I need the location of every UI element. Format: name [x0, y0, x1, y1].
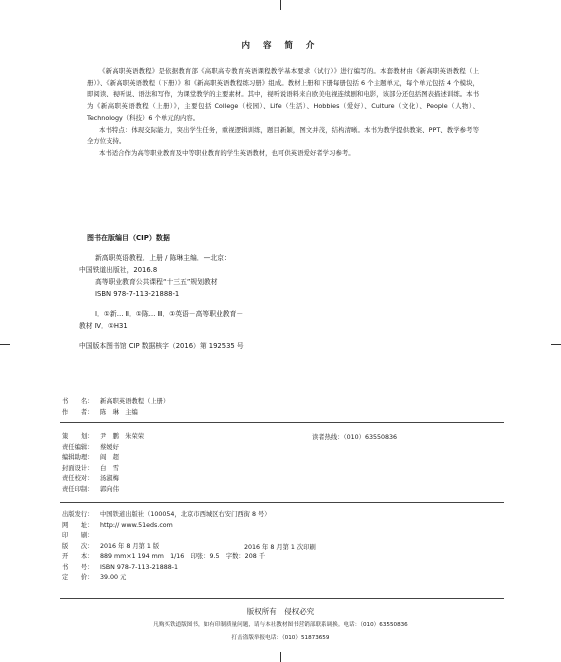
publish-row — [62, 552, 271, 563]
field-label: 版 次： — [62, 542, 94, 550]
cip-line: ISBN 978-7-113-21888-1 — [95, 290, 180, 298]
field-value: 中国铁道出版社（100054，北京市西城区右安门西街 8 号） — [100, 511, 271, 518]
crop-mark — [0, 344, 10, 345]
field-value: 白 雪 — [100, 464, 119, 472]
staff-row — [62, 443, 144, 454]
cip-line: 中国铁道出版社，2016.8 — [79, 266, 158, 274]
field-value: 尹 鹏 朱荣荣 — [100, 433, 145, 440]
divider — [60, 598, 504, 599]
publishing-info — [62, 510, 271, 584]
field-label: 网 址： — [62, 521, 94, 529]
publish-row — [62, 573, 271, 584]
page-title: 内 容 简 介 — [241, 41, 320, 51]
rights-reserved: 版权所有 侵权必究 — [246, 607, 315, 616]
divider — [60, 502, 504, 503]
crop-mark — [551, 344, 561, 345]
field-value: 汤淑梅 — [100, 475, 119, 482]
staff-row — [62, 464, 144, 475]
field-label: 定 价： — [62, 574, 94, 581]
field-label: 责任校对： — [62, 475, 94, 482]
divider — [60, 422, 504, 423]
piracy-report-phone: 打击盗版举报电话：（010）51873659 — [231, 635, 330, 641]
field-label: 策 划： — [62, 433, 94, 440]
staff-row — [62, 485, 144, 496]
publish-row — [62, 510, 271, 521]
field-label: 作 者： — [62, 408, 94, 416]
crop-mark — [280, 652, 281, 662]
book-title-row — [62, 397, 169, 408]
staff-row — [62, 474, 144, 485]
staff-row — [62, 432, 144, 443]
publish-row — [62, 563, 271, 574]
field-label: 责任编辑： — [62, 443, 94, 451]
publish-row — [62, 542, 271, 553]
publish-row — [62, 531, 271, 542]
field-label: 书 名： — [62, 398, 94, 405]
cip-line: 高等职业教育公共课程“十三五”规划教材 — [95, 278, 218, 286]
summary-paragraph: 本书适合作为高等职业教育及中等职业教育的学生英语教材，也可供英语爱好者学习参考。 — [99, 148, 355, 157]
reader-hotline: 读者热线：（010）63550836 — [312, 434, 397, 441]
field-label: 开 本： — [62, 553, 94, 560]
field-value: 39.00 元 — [100, 574, 127, 581]
cip-data-block — [79, 232, 244, 352]
summary-paragraph: 《新高职英语教程》是依据教育部《高职高专教育英语课程教学基本要求（试行）》进行编写的。本套教材由《新高职英语教程（上册）》、《新高职英语教程（下册）》和《新高职英语教程练习册》组成。教材上册和下册每册包括 6 个主题单元，每个单元包括 4 个模块，即阅读、视听说、语法和写作，为课堂教学的主要素材。其中，视听说语料来自欧美电视连续剧和电影，该部分还包括图表描述训练。本书为《新高职英语教程（上册）》，主要包括 College（校园）、Life（生活）、Hobbies（爱好）、Culture（文化）、People（人物）、Technology（科技）6 个单元的内容。 — [87, 67, 479, 122]
quality-notice: 凡购买铁道版图书，如有印制质量问题，请与本社教材图书营销部联系调换。电话：（010）63550836 — [153, 622, 408, 628]
field-label: 编辑助理： — [62, 454, 94, 461]
crop-mark — [280, 0, 281, 10]
field-label: 出版发行： — [62, 511, 94, 518]
field-value: http:// www.51eds.com — [100, 521, 173, 529]
book-title: 新高职英语教程（上册） — [100, 398, 170, 405]
book-author: 陈 琳 主编 — [100, 408, 138, 416]
field-label: 封面设计： — [62, 464, 94, 472]
field-value: 阎 超 — [100, 454, 119, 461]
field-value: ISBN 978-7-113-21888-1 — [100, 563, 179, 571]
field-value: 889 mm×1 194 mm 1/16 印张：9.5 字数：208 千 — [100, 553, 266, 560]
field-value: 蔡媛好 — [100, 443, 119, 451]
field-label: 印 刷： — [62, 532, 94, 539]
book-author-row — [62, 408, 169, 419]
field-value: 2016 年 8 月第 1 版 — [100, 542, 160, 550]
content-summary — [87, 66, 479, 160]
summary-paragraph: 本书特点：体现交际能力，突出学生任务，重视逻辑训练，题目新颖，图文并茂，结构清晰。本书为教学提供教案、PPT、教学参考等全方位支持。 — [87, 125, 479, 146]
cip-line: 教材 Ⅳ．①H31 — [79, 322, 128, 330]
cip-record-number: 中国版本图书馆 CIP 数据核字（2016）第 192535 号 — [79, 342, 244, 350]
cip-line: Ⅰ．①新… Ⅱ．①陈… Ⅲ．①英语－高等职业教育－ — [95, 310, 244, 318]
printing-date: 2016 年 8 月第 1 次印刷 — [244, 543, 316, 551]
field-value: 郭向伟 — [100, 485, 119, 493]
book-info — [62, 397, 169, 418]
staff-list — [62, 432, 144, 495]
field-label: 责任印制： — [62, 485, 94, 493]
publish-row — [62, 521, 271, 532]
staff-row — [62, 453, 144, 464]
cip-heading: 图书在版编目（CIP）数据 — [87, 234, 170, 242]
cip-line: 新高职英语教程．上册 / 陈琳主编．—北京： — [95, 254, 231, 262]
field-label: 书 号： — [62, 563, 94, 571]
